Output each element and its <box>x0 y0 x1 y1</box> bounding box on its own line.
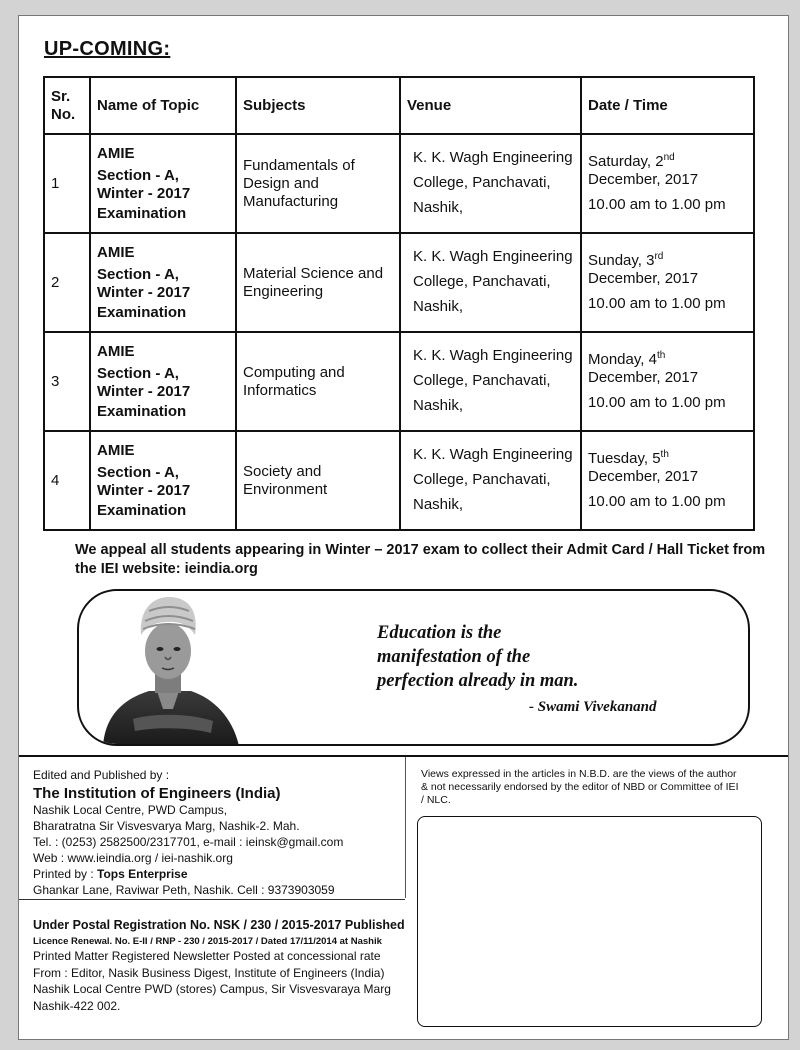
row-date-time <box>581 332 754 431</box>
quote-box <box>77 589 750 746</box>
exam-day: Saturday, 2 <box>588 153 664 171</box>
row-topic <box>90 233 236 332</box>
row-venue <box>400 233 581 332</box>
row-venue <box>400 431 581 530</box>
exam-month-year: December, 2017 <box>588 170 699 188</box>
exam-time: 10.00 am to 1.00 pm <box>588 492 726 510</box>
header-date-time: Date / Time <box>581 77 754 134</box>
venue-line: College, Panchavati, <box>413 273 551 291</box>
row-topic <box>90 134 236 233</box>
header-sr-no: Sr. No. <box>44 77 90 134</box>
publisher-address: Nashik Local Centre, PWD Campus, <box>33 803 228 818</box>
address-label-box <box>417 816 762 1027</box>
row-sr-no: 3 <box>44 332 90 431</box>
page-heading: UP-COMING: <box>44 38 171 60</box>
postal-line: From : Editor, Nasik Business Digest, Institute of Engineers (India) <box>33 965 385 980</box>
quote-line: perfection already in man. <box>377 671 579 692</box>
row-venue <box>400 134 581 233</box>
header-venue: Venue <box>400 77 581 134</box>
header-topic: Name of Topic <box>90 77 236 134</box>
quote-author: - Swami Vivekanand <box>529 699 657 715</box>
topic-exam: Examination <box>97 204 187 222</box>
day-suffix: th <box>660 449 669 461</box>
day-suffix: th <box>656 350 666 362</box>
exam-time: 10.00 am to 1.00 pm <box>588 195 726 213</box>
topic-section: Section - A, <box>97 167 179 185</box>
publisher-contact: Tel. : (0253) 2582500/2317701, e-mail : ieinsk@gmail.com <box>33 835 344 850</box>
postal-info <box>33 917 405 1015</box>
venue-line: Nashik, <box>413 396 464 414</box>
postal-line: Nashik-422 002. <box>33 999 121 1014</box>
footer-column-divider <box>405 757 406 898</box>
row-sr-no: 2 <box>44 233 90 332</box>
topic-title: AMIE <box>97 244 135 261</box>
topic-exam: Examination <box>97 402 187 420</box>
exam-month-year: December, 2017 <box>588 368 699 386</box>
exam-day: Tuesday, 5 <box>588 450 661 468</box>
licence-renewal: Licence Renewal. No. E-II / RNP - 230 / 2015-2017 / Dated 17/11/2014 at Nashik <box>33 935 382 947</box>
topic-winter: Winter - 2017 <box>97 481 191 499</box>
row-sr-no: 4 <box>44 431 90 530</box>
row-subject: Fundamentals of Design and Manufacturing <box>236 134 400 233</box>
postal-line: Printed Matter Registered Newsletter Posted at concessional rate <box>33 948 381 963</box>
row-topic <box>90 332 236 431</box>
exam-time: 10.00 am to 1.00 pm <box>588 294 726 312</box>
topic-winter: Winter - 2017 <box>97 382 191 400</box>
topic-section: Section - A, <box>97 266 179 284</box>
venue-line: Nashik, <box>413 297 464 315</box>
row-date-time <box>581 134 754 233</box>
exam-schedule-table <box>43 76 755 531</box>
publisher-web: Web : www.ieindia.org / iei-nashik.org <box>33 851 233 866</box>
row-subject: Material Science and Engineering <box>236 233 400 332</box>
portrait-image <box>93 591 243 746</box>
publisher-org: The Institution of Engineers (India) <box>33 784 281 802</box>
printer-name: Tops Enterprise <box>97 867 188 882</box>
exam-month-year: December, 2017 <box>588 269 699 287</box>
topic-exam: Examination <box>97 303 187 321</box>
topic-winter: Winter - 2017 <box>97 283 191 301</box>
exam-day: Sunday, 3 <box>588 252 655 270</box>
venue-line: Nashik, <box>413 495 464 513</box>
row-date-time <box>581 233 754 332</box>
newsletter-page <box>18 15 789 1040</box>
table-row <box>44 233 754 332</box>
printed-by-label: Printed by : <box>33 867 98 882</box>
row-venue <box>400 332 581 431</box>
exam-month-year: December, 2017 <box>588 467 699 485</box>
footer-divider <box>19 755 788 757</box>
postal-registration: Under Postal Registration No. NSK / 230 / 2015-2017 Published <box>33 918 405 932</box>
quote-text <box>377 621 578 693</box>
views-disclaimer: Views expressed in the articles in N.B.D. are the views of the author & not necessarily endorsed by the editor of NBD or Committee of IEI / NLC. <box>421 768 739 807</box>
venue-line: K. K. Wagh Engineering <box>413 347 573 365</box>
printed-by <box>33 867 403 883</box>
topic-title: AMIE <box>97 442 135 459</box>
printer-address: Ghankar Lane, Raviwar Peth, Nashik. Cell : 9373903059 <box>33 883 335 898</box>
exam-day: Monday, 4 <box>588 351 657 369</box>
table-header-row <box>44 77 754 134</box>
venue-line: College, Panchavati, <box>413 471 551 489</box>
day-suffix: rd <box>654 251 664 263</box>
row-subject: Computing and Informatics <box>236 332 400 431</box>
postal-line: Nashik Local Centre PWD (stores) Campus, Sir Visvesvaraya Marg <box>33 982 391 997</box>
row-subject: Society and Environment <box>236 431 400 530</box>
venue-line: Nashik, <box>413 198 464 216</box>
table-row <box>44 431 754 530</box>
topic-title: AMIE <box>97 343 135 360</box>
exam-time: 10.00 am to 1.00 pm <box>588 393 726 411</box>
publisher-address: Bharatratna Sir Visvesvarya Marg, Nashik-2. Mah. <box>33 819 300 834</box>
admit-card-appeal: We appeal all students appearing in Winter – 2017 exam to collect their Admit Card / Hall Ticket from the IEI website: ieindia.org <box>75 542 766 577</box>
table-row <box>44 332 754 431</box>
topic-section: Section - A, <box>97 365 179 383</box>
quote-line: Education is the <box>377 623 502 643</box>
venue-line: College, Panchavati, <box>413 174 551 192</box>
row-topic <box>90 431 236 530</box>
day-suffix: nd <box>663 152 675 164</box>
topic-title: AMIE <box>97 145 135 162</box>
table-row <box>44 134 754 233</box>
topic-winter: Winter - 2017 <box>97 184 191 202</box>
venue-line: K. K. Wagh Engineering <box>413 248 573 266</box>
header-subjects: Subjects <box>236 77 400 134</box>
venue-line: College, Panchavati, <box>413 372 551 390</box>
row-sr-no: 1 <box>44 134 90 233</box>
edited-by-label: Edited and Published by : <box>33 768 170 782</box>
venue-line: K. K. Wagh Engineering <box>413 149 573 167</box>
venue-line: K. K. Wagh Engineering <box>413 446 573 464</box>
publisher-info <box>33 768 403 899</box>
topic-exam: Examination <box>97 501 187 519</box>
row-date-time <box>581 431 754 530</box>
quote-line: manifestation of the <box>377 647 531 668</box>
topic-section: Section - A, <box>97 464 179 482</box>
